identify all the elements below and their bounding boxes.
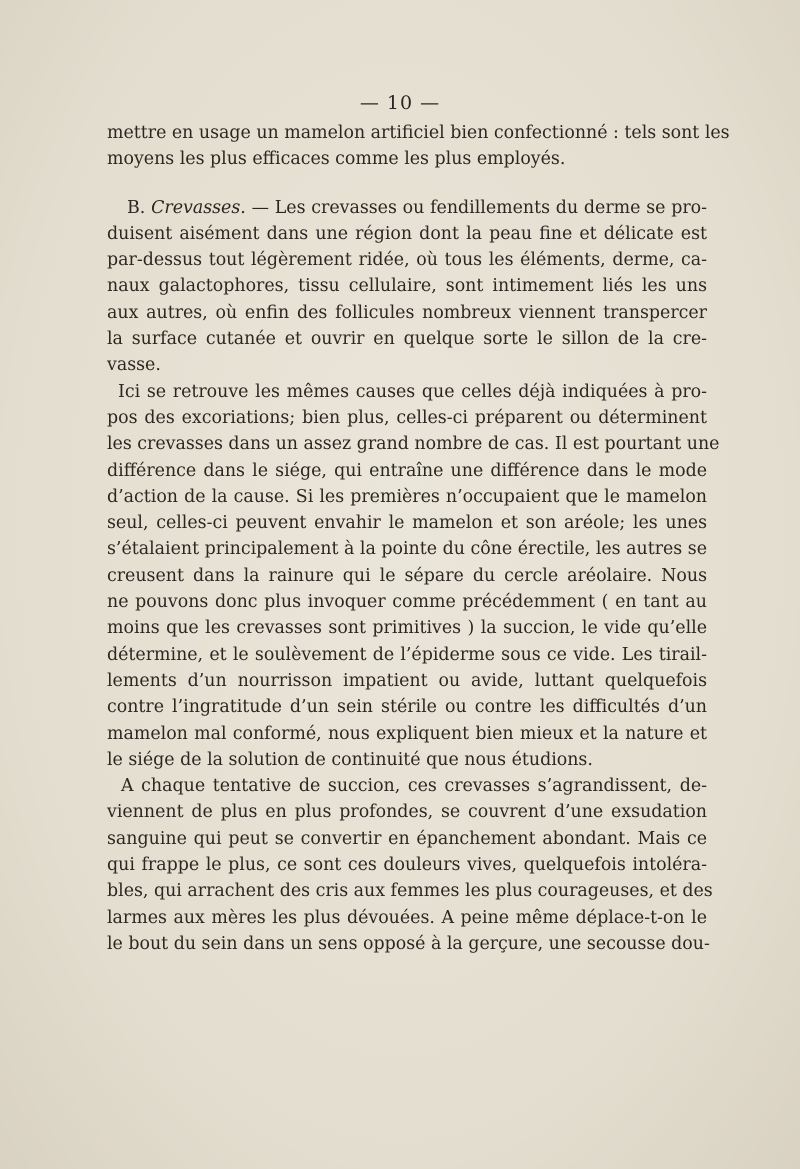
text-line: moyens les plus efficaces comme les plus employés.: [107, 149, 566, 170]
text-line: creusent dans la rainure qui le sépare du cercle aréolaire. Nous: [107, 565, 707, 586]
text-line: larmes aux mères les plus dévouées. A peine même déplace-t-on le: [107, 907, 707, 928]
paragraph-3: [107, 379, 720, 773]
text-line: d’action de la cause. Si les premières n’occupaient que le mamelon: [107, 486, 707, 507]
text-line: viennent de plus en plus profondes, se couvrent d’une exsudation: [107, 802, 707, 823]
text-line: les crevasses dans un assez grand nombre de cas. Il est pourtant une: [107, 434, 720, 455]
text-line: contre l’ingratitude d’un sein stérile ou contre les difficultés d’un: [107, 697, 707, 718]
text-line: Ici se retrouve les mêmes causes que celles déjà indiquées à pro-: [118, 381, 707, 402]
text-line: ne pouvons donc plus invoquer comme précédemment ( en tant au: [107, 592, 707, 613]
text-line: duisent aisément dans une région dont la peau fine et délicate est: [107, 223, 707, 244]
text-line: sanguine qui peut se convertir en épanchement abondant. Mais ce: [107, 828, 707, 849]
paragraph-4: [107, 773, 713, 957]
text-line: le siége de la solution de continuité que nous étudions.: [107, 749, 593, 770]
text-line: naux galactophores, tissu cellulaire, sont intimement liés les uns: [107, 276, 707, 297]
text-line: s’étalaient principalement à la pointe du cône érectile, les autres se: [107, 539, 707, 560]
text-line: [107, 195, 707, 221]
text-line: pos des excoriations; bien plus, celles-ci préparent ou déterminent: [107, 407, 707, 428]
text-line-rest: — Les crevasses ou fendillements du derme se pro-: [245, 197, 707, 218]
text-line: par-dessus tout légèrement ridée, où tous les éléments, derme, ca-: [107, 250, 707, 271]
body-text: [107, 120, 730, 957]
paragraph-1: [107, 120, 730, 173]
text-line: seul, celles-ci peuvent envahir le mamelon et son aréole; les unes: [107, 513, 707, 534]
text-line: mamelon mal conformé, nous expliquent bien mieux et la nature et: [107, 723, 707, 744]
text-line: aux autres, où enfin des follicules nombreux viennent transpercer: [107, 302, 707, 323]
text-line: vasse.: [107, 355, 161, 376]
text-line: qui frappe le plus, ce sont ces douleurs vives, quelquefois intoléra-: [107, 855, 707, 876]
text-line: mettre en usage un mamelon artificiel bien confectionné : tels sont les: [107, 123, 730, 143]
text-line: la surface cutanée et ouvrir en quelque sorte le sillon de la cre-: [107, 329, 707, 350]
paragraph-2: [107, 195, 707, 379]
text-line: différence dans le siége, qui entraîne une différence dans le mode: [107, 460, 707, 481]
page-number: — 10 —: [359, 92, 441, 114]
text-line: bles, qui arrachent des cris aux femmes les plus courageuses, et des: [107, 881, 713, 902]
text-line: lements d’un nourrisson impatient ou avide, luttant quelquefois: [107, 670, 707, 691]
text-line: le bout du sein dans un sens opposé à la gerçure, une secousse dou-: [107, 933, 710, 954]
text-line: moins que les crevasses sont primitives ) la succion, le vide qu’elle: [107, 618, 707, 639]
text-line: détermine, et le soulèvement de l’épiderme sous ce vide. Les tirail-: [107, 644, 707, 665]
text-line: A chaque tentative de succion, ces crevasses s’agrandissent, de-: [121, 776, 707, 797]
section-title: Crevasses.: [151, 197, 246, 218]
section-letter: B.: [127, 197, 146, 218]
